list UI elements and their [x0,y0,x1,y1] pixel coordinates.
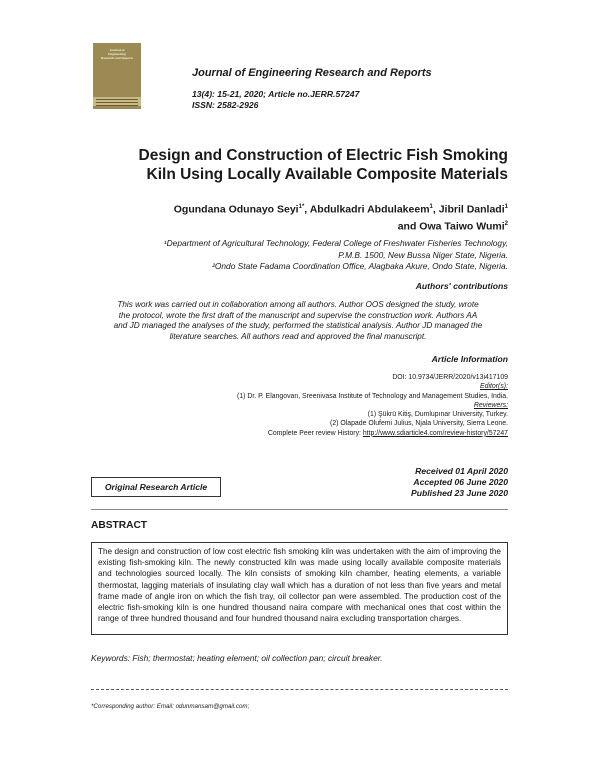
reviewers-label: Reviewers: [473,401,508,409]
footnote-divider [91,689,508,690]
section-divider [91,509,508,510]
received-date: Received 01 April 2020 [415,466,508,476]
reviewer-entry: (1) Şükrü Kitiş, Dumlupınar University, Turkey. [367,411,508,419]
editor-label: Editor(s): [480,383,508,391]
doi: DOI: 10.9734/JERR/2020/v13i417109 [392,374,508,381]
article-type-box: Original Research Article [91,477,221,497]
article-dates [300,466,508,498]
journal-issue-info [192,89,359,110]
author-name: Ogundana Odunayo Seyi [173,203,299,216]
published-date: Published 23 June 2020 [411,487,508,498]
cover-title: Journal of Engineering Research and Reports [101,48,133,60]
reviewer-entry: (2) Olapade Olufemi Julius, Njala University, Sierra Leone. [330,420,508,428]
issn-line: ISSN: 2582-2926 [192,99,259,110]
author-name: , Abdulkadri Abdulakeem [304,203,430,216]
volume-line: 13(4): 15-21, 2020; Article no.JERR.57247 [192,89,360,99]
article-title: Design and Construction of Electric Fish Smoking Kiln Using Locally Available Composite Materials [138,147,508,183]
journal-cover-thumbnail [93,43,141,109]
article-info-heading: Article Information [431,354,508,364]
editor-entry: (1) Dr. P. Elangovan, Sreenivasa Institute of Technology and Management Studies, India. [237,392,508,400]
accepted-date: Accepted 06 June 2020 [413,476,508,487]
journal-name: Journal of Engineering Research and Reports [192,67,432,79]
affiliations: ¹Department of Agricultural Technology, Federal College of Freshwater Fisheries Technology, P.M.B. 1500, New Bussa Niger State, Nigeria. ²Ondo State Fadama Coordination Office, Alagbaka Akure, Ondo State, Nigeria. [163,238,508,271]
cover-band [93,97,141,106]
contributions-heading: Authors' contributions [415,281,508,291]
review-history-link[interactable]: http://www.sdiarticle4.com/review-history/57247 [362,429,508,437]
abstract-heading: ABSTRACT [91,520,148,531]
author-name: , Jibril Danladi [432,203,505,216]
review-history-label: Complete Peer review History: [267,429,363,437]
contributions-text: This work was carried out in collaboration among all authors. Author OOS designed the study, wrote the protocol, wrote the first draft of the manuscript and supervise the construction work. Authors AA and JD managed the analyses of the study, performed the statistical analysis. Author JD managed the literature searches. All authors read and approved the final manuscript. [113,300,483,341]
article-info [60,373,508,438]
keywords: Keywords: Fish; thermostat; heating element; oil collection pan; circuit breaker. [91,653,383,663]
corresponding-author-footnote: *Corresponding author: Email: odunmansam@gmail.com; [91,703,250,710]
author-list: Ogundana Odunayo Seyi$^{1*}$, Abdulkadri Abdulakeem$^1$, Jibril Danladi$^1$ and Owa Taiwo Wumi$^2$ [173,203,508,232]
author-name: and Owa Taiwo Wumi [397,220,505,232]
abstract-text: The design and construction of low cost electric fish smoking kiln was undertaken with the aim of improving the existing fish-smoking kiln. The newly constructed kiln was made using locally available composite materials and technologies sourced locally. The kiln consists of smoking kiln chamber, heating elements, a variable thermostat, lagging materials of insulating clay wall which has a duration of not less than five years and metal frame made of angle iron on which the fish tray, oil collector pan were assembled. The production cost of the electric fish-smoking kiln is one hundred thousand naira compare with mechanical ones that cost within the range of three hundred thousand and four hundred thousand naira excluding transportation charges. [98,547,501,624]
abstract-box [91,542,508,635]
